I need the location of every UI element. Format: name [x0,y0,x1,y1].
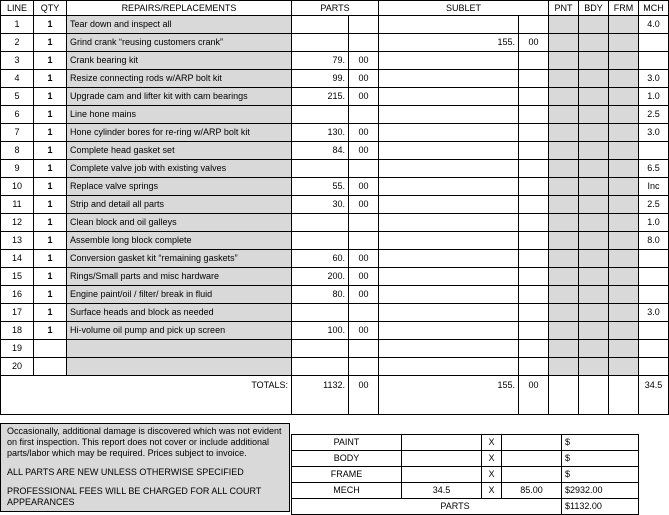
cell-parts-cents [349,340,379,358]
cell-sublet-cents [519,142,549,160]
table-header-row [1,1,669,16]
cell-parts-dollars: 130. [292,124,349,142]
cell-sublet-cents [519,70,549,88]
table-row [1,160,669,178]
cell-bdy [579,214,609,232]
cell-bdy [579,88,609,106]
cell-description: Grind crank “reusing customers crank” [67,34,292,52]
cell-qty: 1 [34,106,67,124]
cell-sublet-dollars [379,250,519,268]
cell-description: Rings/Small parts and misc hardware [67,268,292,286]
cell-qty: 1 [34,196,67,214]
cell-mch: 2.5 [639,196,669,214]
cell-sublet-cents [519,196,549,214]
header-line: LINE [1,1,34,16]
cell-qty: 1 [34,322,67,340]
cell-frm [609,52,639,70]
cell-pnt [549,250,579,268]
cell-mch: 4.0 [639,16,669,34]
cell-line-number: 8 [1,142,34,160]
cell-mch: 6.5 [639,160,669,178]
cell-qty: 1 [34,250,67,268]
summary-total: $ [562,435,639,451]
cell-description: Engine paint/oil / filter/ break in fluid [67,286,292,304]
cell-frm [609,142,639,160]
header-bdy: BDY [579,1,609,16]
summary-rate: 85.00 [502,483,562,499]
cell-bdy [579,178,609,196]
cell-description: Resize connecting rods w/ARP bolt kit [67,70,292,88]
cell-pnt [549,70,579,88]
summary-rate [502,435,562,451]
cell-parts-cents [349,232,379,250]
cell-sublet-dollars [379,340,519,358]
header-mch: MCH [639,1,669,16]
cell-qty: 1 [34,268,67,286]
cell-sublet-dollars [379,322,519,340]
cell-sublet-cents [519,268,549,286]
cell-mch [639,322,669,340]
header-qty: QTY [34,1,67,16]
cell-parts-dollars [292,16,349,34]
cell-pnt [549,232,579,250]
cell-bdy [579,196,609,214]
note-parts-new: ALL PARTS ARE NEW UNLESS OTHERWISE SPECIFIED [7,467,244,477]
cell-sublet-cents [519,304,549,322]
cell-sublet-cents [519,52,549,70]
cell-pnt [549,106,579,124]
cell-bdy [579,304,609,322]
totals-label: TOTALS: [1,376,292,415]
cell-sublet-cents [519,250,549,268]
cell-sublet-cents [519,16,549,34]
cell-sublet-dollars [379,106,519,124]
cell-line-number: 2 [1,34,34,52]
cell-line-number: 20 [1,358,34,376]
cell-qty: 1 [34,70,67,88]
cell-description: Strip and detail all parts [67,196,292,214]
cell-bdy [579,250,609,268]
table-row [1,70,669,88]
cell-qty: 1 [34,214,67,232]
cell-description: Clean block and oil galleys [67,214,292,232]
cell-parts-cents: 00 [349,268,379,286]
cell-sublet-dollars [379,232,519,250]
cell-frm [609,88,639,106]
cell-parts-dollars: 60. [292,250,349,268]
cell-parts-cents: 00 [349,88,379,106]
table-row [1,286,669,304]
cell-frm [609,268,639,286]
cell-parts-cents [349,16,379,34]
cell-sublet-cents [519,340,549,358]
cell-frm [609,214,639,232]
header-sublet: SUBLET [379,1,549,16]
cell-parts-dollars: 200. [292,268,349,286]
summary-row [292,435,639,451]
cell-description: Hone cylinder bores for re-ring w/ARP bolt kit [67,124,292,142]
cell-sublet-dollars [379,286,519,304]
cell-qty: 1 [34,304,67,322]
cell-parts-cents: 00 [349,124,379,142]
cell-parts-cents [349,160,379,178]
cell-sublet-dollars [379,16,519,34]
cell-parts-cents: 00 [349,196,379,214]
cell-bdy [579,286,609,304]
cell-description: Complete head gasket set [67,142,292,160]
cell-parts-dollars: 55. [292,178,349,196]
cell-bdy [579,16,609,34]
labor-summary-table [291,434,639,515]
cell-frm [609,232,639,250]
cell-bdy [579,52,609,70]
cell-sublet-cents [519,124,549,142]
summary-total: $ [562,451,639,467]
cell-bdy [579,340,609,358]
cell-description: Assemble long block complete [67,232,292,250]
cell-description [67,340,292,358]
cell-pnt [549,178,579,196]
cell-mch [639,142,669,160]
cell-parts-dollars [292,106,349,124]
cell-mch [639,34,669,52]
cell-line-number: 14 [1,250,34,268]
cell-parts-cents: 00 [349,142,379,160]
cell-qty: 1 [34,160,67,178]
cell-frm [609,304,639,322]
parts-summary-row [292,499,639,515]
totals-mch: 34.5 [639,376,669,415]
cell-line-number: 19 [1,340,34,358]
cell-frm [609,340,639,358]
cell-sublet-dollars [379,214,519,232]
note-court-fees: PROFESSIONAL FEES WILL BE CHARGED FOR ALL COURT APPEARANCES [7,486,262,507]
notes-box [0,423,290,512]
cell-sublet-dollars: 155. [379,34,519,52]
header-repairs: REPAIRS/REPLACEMENTS [67,1,292,16]
table-row [1,16,669,34]
cell-line-number: 6 [1,106,34,124]
cell-frm [609,70,639,88]
cell-bdy [579,232,609,250]
cell-mch: 1.0 [639,214,669,232]
cell-sublet-dollars [379,70,519,88]
cell-frm [609,196,639,214]
cell-bdy [579,160,609,178]
cell-description: Hi-volume oil pump and pick up screen [67,322,292,340]
cell-mch: 2.5 [639,106,669,124]
cell-parts-dollars: 80. [292,286,349,304]
cell-description: Replace valve springs [67,178,292,196]
cell-qty: 1 [34,142,67,160]
cell-mch [639,52,669,70]
cell-frm [609,160,639,178]
summary-hours [402,451,482,467]
cell-frm [609,322,639,340]
summary-label: BODY [292,451,402,467]
cell-frm [609,358,639,376]
table-row [1,124,669,142]
cell-frm [609,16,639,34]
cell-sublet-dollars [379,196,519,214]
table-row [1,142,669,160]
totals-frm [609,376,639,415]
table-row [1,52,669,70]
totals-row [1,376,669,415]
cell-parts-dollars [292,358,349,376]
table-row [1,322,669,340]
cell-parts-cents [349,106,379,124]
cell-line-number: 7 [1,124,34,142]
cell-frm [609,286,639,304]
cell-qty: 1 [34,52,67,70]
cell-mch [639,268,669,286]
table-row [1,232,669,250]
cell-bdy [579,142,609,160]
cell-parts-cents [349,34,379,52]
cell-mch: 8.0 [639,232,669,250]
cell-qty: 1 [34,16,67,34]
cell-frm [609,34,639,52]
cell-description: Tear down and inspect all [67,16,292,34]
cell-line-number: 18 [1,322,34,340]
cell-parts-cents: 00 [349,286,379,304]
summary-row [292,467,639,483]
cell-pnt [549,142,579,160]
cell-bdy [579,106,609,124]
summary-hours: 34.5 [402,483,482,499]
cell-parts-dollars [292,34,349,52]
cell-qty: 1 [34,124,67,142]
cell-sublet-cents [519,322,549,340]
summary-x: X [482,435,502,451]
summary-row [292,483,639,499]
summary-label: MECH [292,483,402,499]
cell-pnt [549,340,579,358]
cell-line-number: 17 [1,304,34,322]
cell-line-number: 4 [1,70,34,88]
cell-line-number: 5 [1,88,34,106]
cell-pnt [549,88,579,106]
note-damage-disclaimer: Occasionally, additional damage is discovered which was not evident on first inspection. This report does not cover or include additional parts/labor which may be required. Prices subject to invoice. [7,426,282,458]
table-row [1,34,669,52]
header-pnt: PNT [549,1,579,16]
totals-parts-cents: 00 [349,376,379,415]
cell-mch: 1.0 [639,88,669,106]
cell-mch: 3.0 [639,124,669,142]
cell-pnt [549,160,579,178]
cell-line-number: 9 [1,160,34,178]
cell-sublet-cents [519,106,549,124]
cell-parts-dollars [292,340,349,358]
cell-sublet-cents [519,232,549,250]
cell-parts-cents [349,358,379,376]
cell-qty [34,340,67,358]
cell-pnt [549,196,579,214]
cell-line-number: 15 [1,268,34,286]
cell-mch [639,358,669,376]
cell-bdy [579,34,609,52]
cell-mch [639,250,669,268]
cell-bdy [579,124,609,142]
cell-mch [639,340,669,358]
cell-sublet-dollars [379,52,519,70]
table-row [1,196,669,214]
cell-parts-dollars: 99. [292,70,349,88]
summary-row [292,451,639,467]
cell-parts-cents: 00 [349,250,379,268]
cell-parts-dollars: 215. [292,88,349,106]
summary-hours [402,435,482,451]
cell-frm [609,124,639,142]
cell-sublet-cents [519,286,549,304]
cell-sublet-dollars [379,142,519,160]
cell-sublet-dollars [379,268,519,286]
totals-bdy [579,376,609,415]
cell-parts-dollars [292,232,349,250]
summary-total: $2932.00 [562,483,639,499]
cell-parts-cents [349,214,379,232]
cell-sublet-dollars [379,358,519,376]
cell-pnt [549,358,579,376]
table-row [1,358,669,376]
summary-total: $ [562,467,639,483]
cell-sublet-cents: 00 [519,34,549,52]
table-row [1,214,669,232]
cell-sublet-dollars [379,304,519,322]
cell-description: Upgrade cam and lifter kit with cam bearings [67,88,292,106]
cell-sublet-dollars [379,160,519,178]
totals-sublet-dollars: 155. [379,376,519,415]
cell-sublet-cents [519,214,549,232]
cell-parts-dollars [292,160,349,178]
cell-pnt [549,214,579,232]
cell-parts-dollars: 84. [292,142,349,160]
cell-bdy [579,268,609,286]
summary-label: PAINT [292,435,402,451]
cell-sublet-dollars [379,124,519,142]
totals-sublet-cents: 00 [519,376,549,415]
cell-line-number: 11 [1,196,34,214]
summary-label: FRAME [292,467,402,483]
cell-line-number: 10 [1,178,34,196]
table-row [1,304,669,322]
table-row [1,178,669,196]
cell-line-number: 16 [1,286,34,304]
cell-parts-cents [349,304,379,322]
cell-parts-dollars: 30. [292,196,349,214]
cell-pnt [549,52,579,70]
summary-x: X [482,467,502,483]
table-row [1,88,669,106]
cell-sublet-cents [519,358,549,376]
cell-pnt [549,16,579,34]
cell-qty: 1 [34,88,67,106]
summary-rate [502,467,562,483]
cell-bdy [579,358,609,376]
table-row [1,250,669,268]
cell-sublet-cents [519,160,549,178]
cell-sublet-cents [519,88,549,106]
cell-mch: 3.0 [639,304,669,322]
summary-rate [502,451,562,467]
cell-bdy [579,322,609,340]
cell-frm [609,178,639,196]
parts-summary-label: PARTS [292,499,562,515]
cell-qty: 1 [34,232,67,250]
cell-mch: 3.0 [639,70,669,88]
cell-mch: Inc [639,178,669,196]
cell-description: Line hone mains [67,106,292,124]
cell-description: Conversion gasket kit “remaining gaskets” [67,250,292,268]
cell-line-number: 13 [1,232,34,250]
cell-parts-dollars: 79. [292,52,349,70]
totals-pnt [549,376,579,415]
cell-sublet-cents [519,178,549,196]
cell-line-number: 1 [1,16,34,34]
cell-qty: 1 [34,34,67,52]
cell-line-number: 3 [1,52,34,70]
cell-pnt [549,124,579,142]
cell-sublet-dollars [379,178,519,196]
cell-pnt [549,304,579,322]
cell-parts-cents: 00 [349,70,379,88]
cell-bdy [579,70,609,88]
cell-description: Crank bearing kit [67,52,292,70]
header-parts: PARTS [292,1,379,16]
cell-description: Surface heads and block as needed [67,304,292,322]
cell-parts-cents: 00 [349,178,379,196]
table-row [1,340,669,358]
cell-mch [639,286,669,304]
cell-parts-cents: 00 [349,52,379,70]
cell-frm [609,250,639,268]
summary-x: X [482,483,502,499]
totals-parts-dollars: 1132. [292,376,349,415]
cell-pnt [549,268,579,286]
header-frm: FRM [609,1,639,16]
cell-qty: 1 [34,178,67,196]
cell-parts-cents: 00 [349,322,379,340]
summary-x: X [482,451,502,467]
cell-frm [609,106,639,124]
cell-pnt [549,322,579,340]
cell-parts-dollars [292,304,349,322]
cell-qty [34,358,67,376]
table-row [1,268,669,286]
table-row [1,106,669,124]
cell-description [67,358,292,376]
cell-parts-dollars: 100. [292,322,349,340]
cell-parts-dollars [292,214,349,232]
parts-summary-total: $1132.00 [562,499,639,515]
summary-hours [402,467,482,483]
cell-description: Complete valve job with existing valves [67,160,292,178]
cell-pnt [549,34,579,52]
cell-line-number: 12 [1,214,34,232]
cell-qty: 1 [34,286,67,304]
cell-sublet-dollars [379,88,519,106]
cell-pnt [549,286,579,304]
